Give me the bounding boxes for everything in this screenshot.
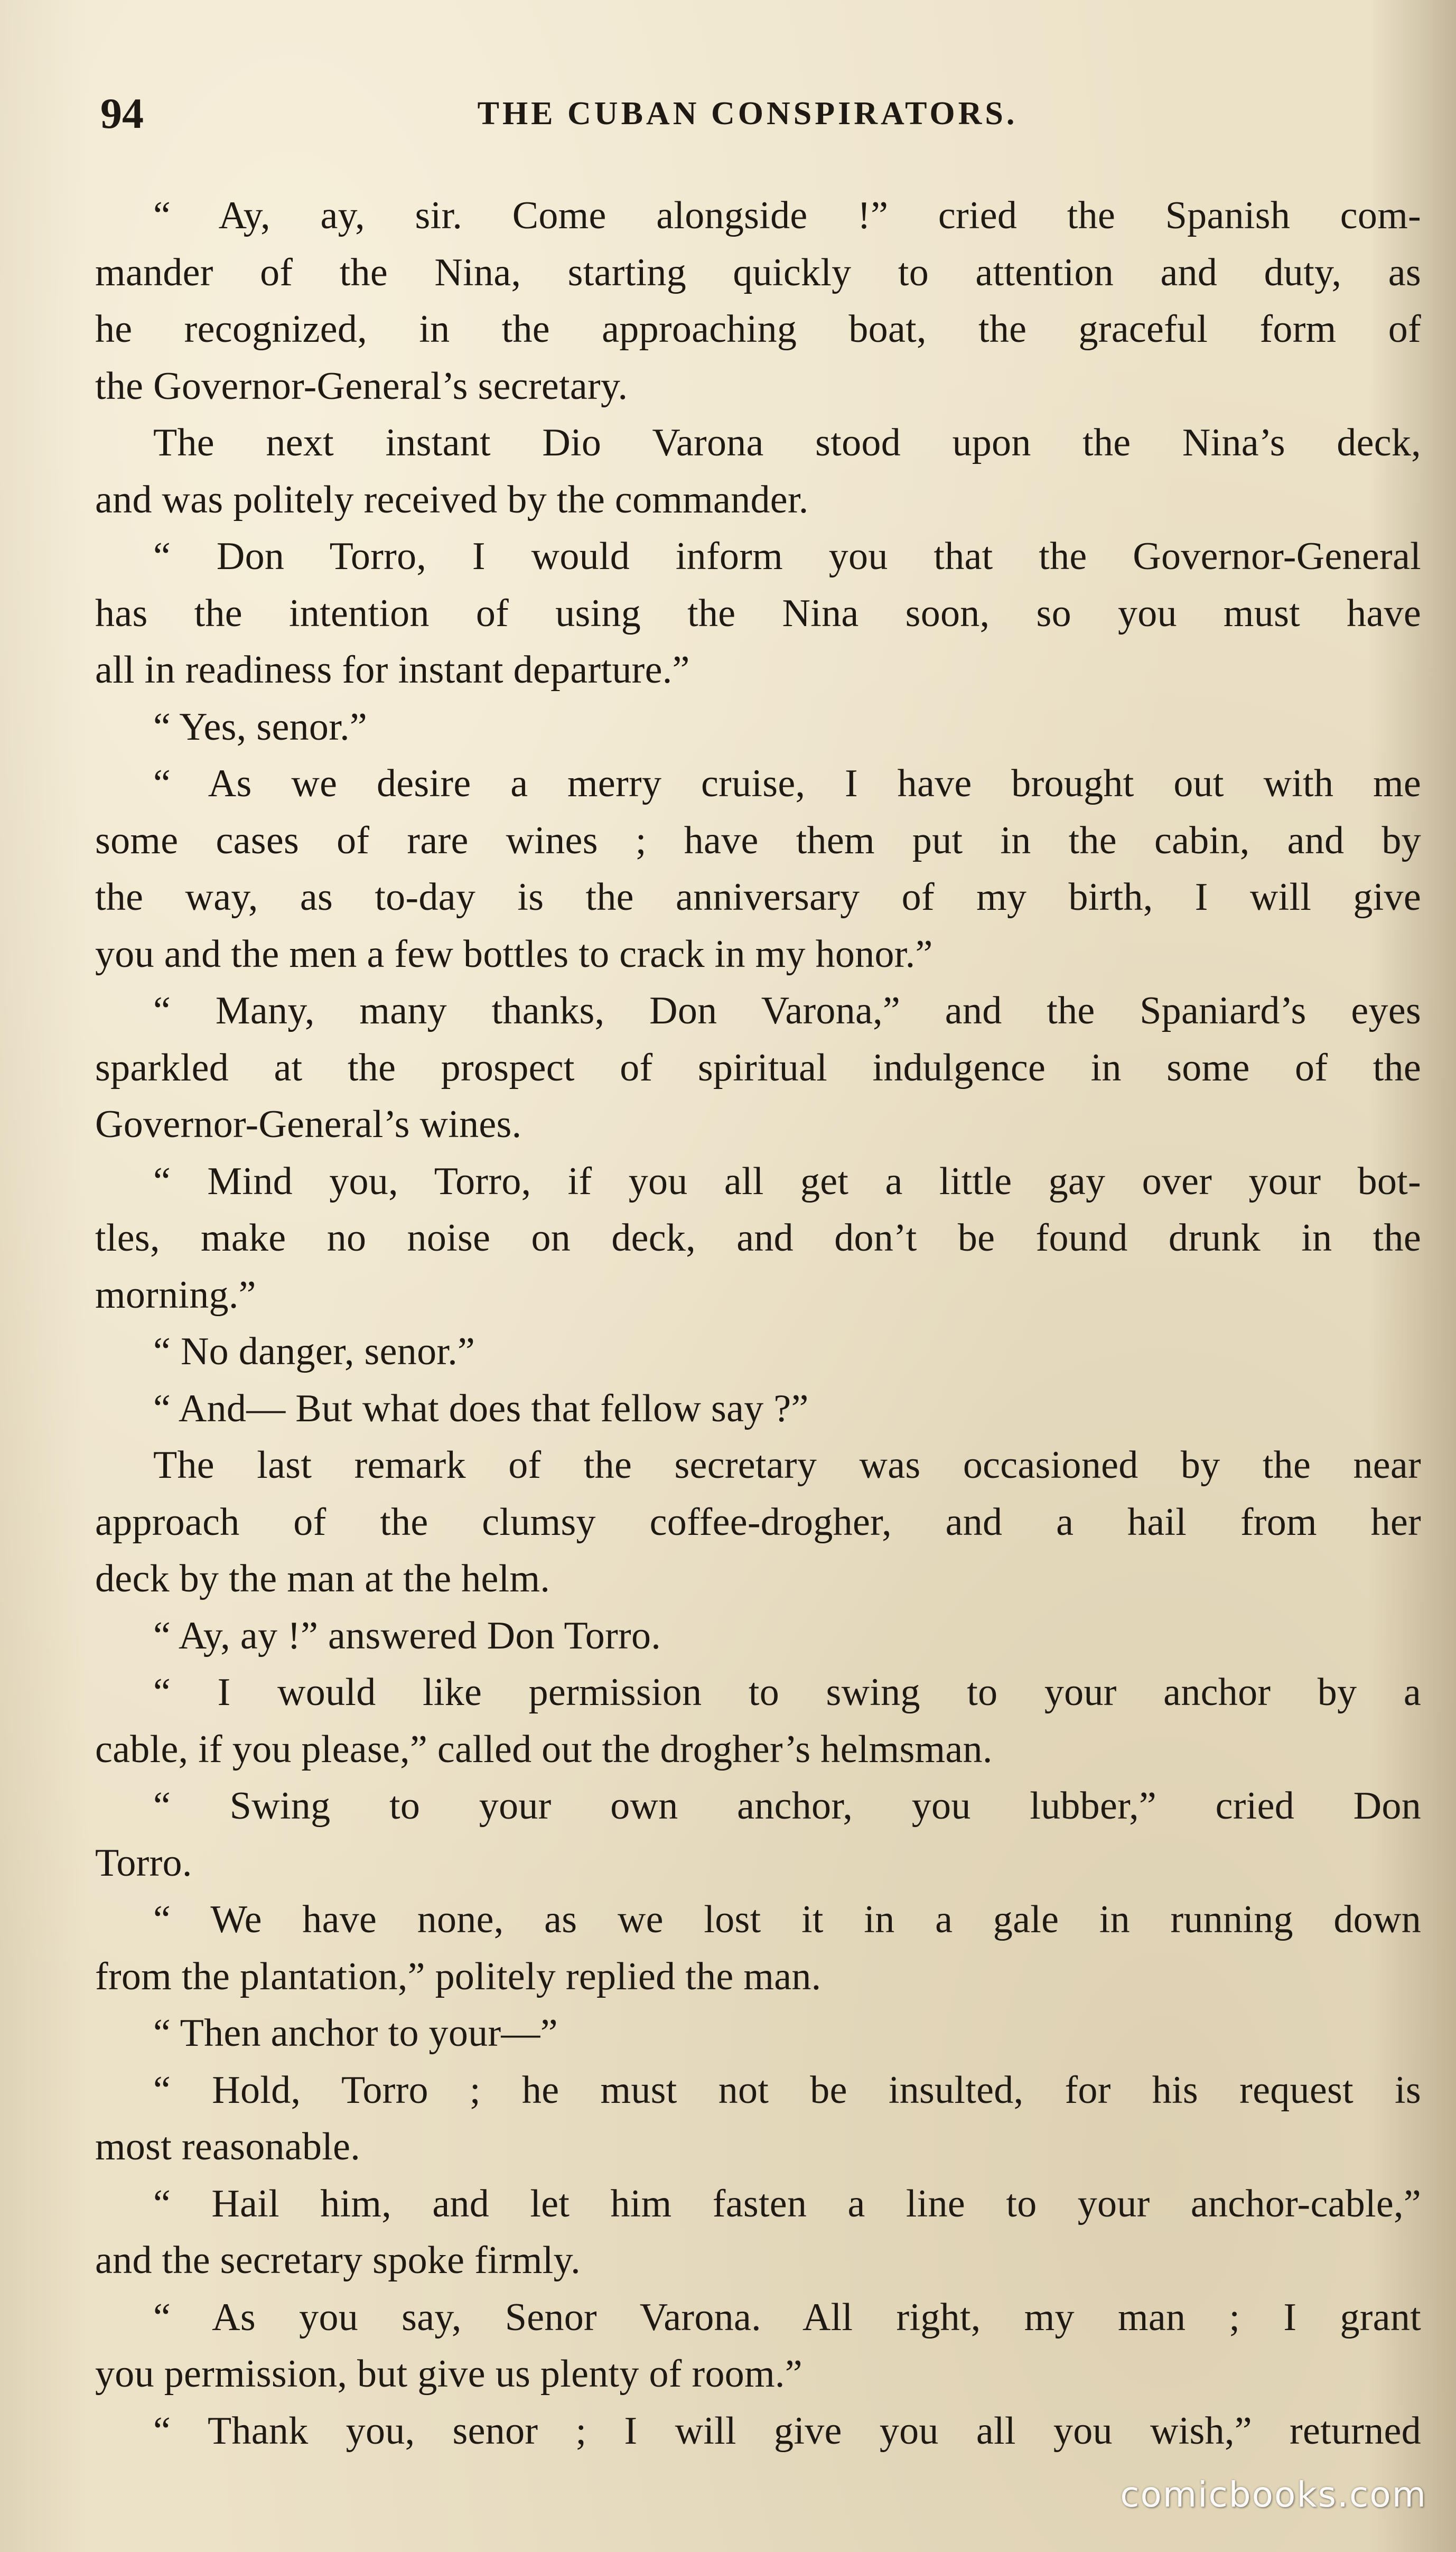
text-line: he recognized, in the approaching boat, the graceful form of xyxy=(95,308,1421,351)
text-line: morning.” xyxy=(95,1273,256,1317)
text-line: “ As you say, Senor Varona. All right, my man ; I grant xyxy=(153,2295,1421,2339)
text-line: “ Then anchor to your—” xyxy=(153,2011,558,2055)
text-line: “ Many, many thanks, Don Varona,” and the Spaniard’s eyes xyxy=(153,989,1421,1032)
text-line: some cases of rare wines ; have them put in the cabin, and by xyxy=(95,818,1421,862)
text-line: deck by the man at the helm. xyxy=(95,1557,550,1600)
running-head: THE CUBAN CONSPIRATORS. xyxy=(477,96,1018,132)
text-line: “ Yes, senor.” xyxy=(153,705,368,749)
text-line: “ As we desire a merry cruise, I have brought out with me xyxy=(153,762,1421,805)
text-line: “ Ay, ay, sir. Come alongside !” cried the Spanish com- xyxy=(153,194,1421,237)
text-line: the way, as to-day is the anniversary of my birth, I will give xyxy=(95,875,1421,919)
text-line: cable, if you please,” called out the drogher’s helmsman. xyxy=(95,1727,993,1771)
text-line: and the secretary spoke firmly. xyxy=(95,2239,581,2282)
watermark: comicbooks.com xyxy=(1120,2474,1427,2515)
text-line: “ Mind you, Torro, if you all get a little gay over your bot- xyxy=(153,1159,1421,1203)
body-text xyxy=(95,188,1421,2460)
text-line: “ No danger, senor.” xyxy=(153,1330,475,1373)
text-line: all in readiness for instant departure.” xyxy=(95,648,690,692)
text-line: most reasonable. xyxy=(95,2125,361,2168)
text-line: “ And— But what does that fellow say ?” xyxy=(153,1386,809,1430)
text-line: you and the men a few bottles to crack in my honor.” xyxy=(95,932,933,976)
page-header xyxy=(100,85,1395,143)
text-line: Governor-General’s wines. xyxy=(95,1103,522,1146)
text-line: “ Ay, ay !” answered Don Torro. xyxy=(153,1614,661,1657)
text-line: mander of the Nina, starting quickly to attention and duty, as xyxy=(95,250,1421,294)
text-line: The next instant Dio Varona stood upon the Nina’s deck, xyxy=(153,421,1421,464)
text-line: and was politely received by the commander. xyxy=(95,478,809,521)
text-line: you permission, but give us plenty of room.” xyxy=(95,2352,802,2396)
text-line: “ Hail him, and let him fasten a line to your anchor-cable,” xyxy=(153,2182,1421,2225)
text-line: tles, make no noise on deck, and don’t be found drunk in the xyxy=(95,1216,1421,1260)
text-line: “ We have none, as we lost it in a gale in running down xyxy=(153,1898,1421,1941)
text-line: “ Swing to your own anchor, you lubber,” cried Don xyxy=(153,1784,1421,1828)
text-line: Torro. xyxy=(95,1841,192,1885)
text-line: from the plantation,” politely replied the man. xyxy=(95,1954,822,1998)
text-line: sparkled at the prospect of spiritual indulgence in some of the xyxy=(95,1046,1421,1089)
text-line: The last remark of the secretary was occasioned by the near xyxy=(153,1443,1421,1487)
text-line: “ I would like permission to swing to your anchor by a xyxy=(153,1671,1421,1714)
text-line: “ Don Torro, I would inform you that the Governor-General xyxy=(153,535,1421,578)
text-line: approach of the clumsy coffee-drogher, and a hail from her xyxy=(95,1500,1421,1544)
text-line: “ Thank you, senor ; I will give you all you wish,” returned xyxy=(153,2409,1421,2453)
page-number: 94 xyxy=(100,89,144,137)
text-line: has the intention of using the Nina soon, so you must have xyxy=(95,591,1421,635)
text-line: the Governor-General’s secretary. xyxy=(95,364,628,408)
text-line: “ Hold, Torro ; he must not be insulted, for his request is xyxy=(153,2068,1421,2112)
